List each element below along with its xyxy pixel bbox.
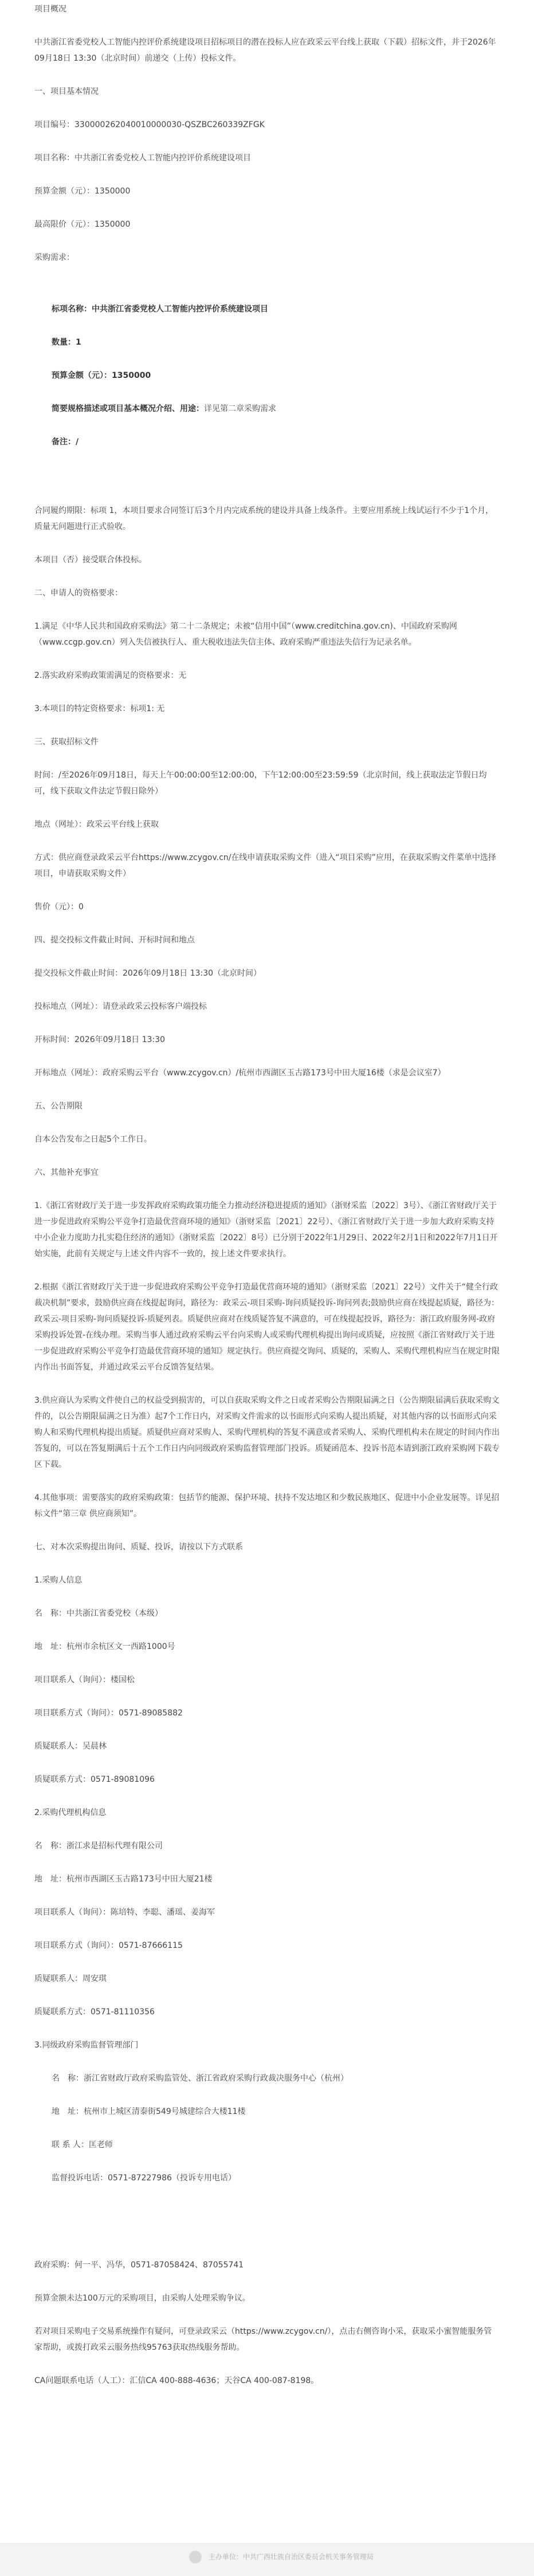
max-price: 最高限价（元）：1350000 xyxy=(34,220,131,229)
contract-period: 合同履约期限：标项 1，本项目要求合同签订后3个月内完成系统的建设并具备上线条件。主要应用系统上线试运行不少于1个月，质量无问题进行正式验收。 xyxy=(34,506,494,531)
overview-text: 中共浙江省委党校人工智能内控评价系统建设项目招标项目的潜在投标人应在政采云平台线上获取（下载）招标文件，并于2026年09月18日 13:30（北京时间）前递交（上传）投标文件。 xyxy=(34,38,496,63)
basic-info-title: 一、项目基本情况 xyxy=(34,87,99,96)
get-documents-title: 三、获取招标文件 xyxy=(34,737,99,747)
contact-title: 七、对本次采购提出询问、质疑、投诉，请按以下方式联系 xyxy=(34,1543,243,1552)
other-matters-title: 六、其他补充事宜 xyxy=(34,1168,99,1177)
buyer-info-title: 1.采购人信息 xyxy=(34,1576,83,1585)
supervisor-title: 3.同级政府采购监督管理部门 xyxy=(34,2041,139,2050)
agent-contact: 项目联系人（询问）：陈培特、李聪、潘瑶、姜海军 xyxy=(34,1908,215,1917)
opening-time: 开标时间：2026年09月18日 13:30 xyxy=(34,1035,166,1044)
supervisor-contact: 联 系 人：匡老师 xyxy=(52,2140,113,2149)
get-documents-way: 方式：供应商登录政采云平台https://www.zcygov.cn/在线申请获取采购文件（进入“项目采购”应用，在获取采购文件菜单中选择项目，申请获取采购文件） xyxy=(34,853,496,878)
announcement-body xyxy=(34,0,500,2389)
get-documents-place: 地点（网址）：政采云平台线上获取 xyxy=(34,820,159,829)
supervisor-phone: 监督投诉电话：0571-87227986（投诉专用电话） xyxy=(52,2173,236,2183)
submission-deadline: 提交投标文件截止时间：2026年09月18日 13:30（北京时间） xyxy=(34,969,262,978)
ca-contact: CA问题联系电话（人工）：汇信CA 400-888-4636；天谷CA 400-087-8198。 xyxy=(34,2376,319,2385)
opening-place: 开标地点（网址）：政府采购云平台（www.zcygov.cn）/杭州市西湖区玉古路173号中田大厦16楼（求是会议室7） xyxy=(34,1068,446,1078)
buyer-name: 名 称：中共浙江省委党校（本级） xyxy=(34,1609,163,1618)
procurement-staff: 政府采购：何一平、冯华，0571-87058424、87055741 xyxy=(34,2261,244,2270)
agent-complaint-phone: 质疑联系方式：0571-81110356 xyxy=(34,2007,155,2017)
buyer-phone: 项目联系方式（询问）：0571-89085882 xyxy=(34,1709,183,1718)
buyer-complaint-phone: 质疑联系方式：0571-89081096 xyxy=(34,1775,155,1784)
lot-quantity: 数量：1 xyxy=(52,338,81,347)
lot-spec xyxy=(52,401,500,417)
submission-title: 四、提交投标文件截止时间、开标时间和地点 xyxy=(34,936,195,945)
submission-place: 投标地点（网址）：请登录政采云投标客户端投标 xyxy=(34,1002,207,1011)
other-matter-1: 1.《浙江省财政厅关于进一步发挥政府采购政策功能全力推动经济稳进提质的通知》（浙财采监〔2022〕3号）、《浙江省财政厅关于进一步促进政府采购公平竞争打造最优营商环境的通知》（浙财采监〔2021〕22号）、《浙江省财政厅关于进一步加大政府采购支持中小企业力度助力扎实稳住经济的通知》（浙财采监〔2022〕8号）已分别于2022年1月29日、2022年2月1日和2022年7月1日开始实施，此前有关规定与上述文件内容不一致的，按上述文件要求执行。 xyxy=(34,1201,498,1259)
buyer-address: 地 址：杭州市余杭区文一西路1000号 xyxy=(34,1642,175,1651)
qualification-title: 二、申请人的资格要求： xyxy=(34,589,123,598)
lot-remark: 备注：/ xyxy=(52,437,79,447)
below-limit-note: 预算金额未达100万元的采购项目，由采购人处理采购争议。 xyxy=(34,2294,250,2303)
other-matter-2: 2.根据《浙江省财政厅关于进一步促进政府采购公平竞争打造最优营商环境的通知》（浙财采监〔2021〕22号）文件关于“健全行政裁决机制”要求，鼓励供应商在线提起询问，路径为：政采云-项目采购-询问质疑投诉-询问列表;鼓励供应商在线提起质疑，路径为：政采云-项目采购-询问质疑投诉-质疑列表。质疑供应商对在线质疑答复不满意的，可在线提起投诉，路径为：浙江政府服务网-政府采购投诉处置-在线办理。采购当事人通过政府采购云平台向采购人或采购代理机构提出询问或质疑，应按照《浙江省财政厅关于进一步促进政府采购公平竞争打造最优营商环境的通知》规定执行。供应商提交询问、质疑的，采购人、采购代理机构应当在规定时限内作出书面答复，并通过政采云平台反馈答复结果。 xyxy=(34,1283,500,1372)
agent-complaint-contact: 质疑联系人：周安琪 xyxy=(34,1974,107,1983)
supervisor-name: 名 称：浙江省财政厅政府采购监管处、浙江省政府采购行政裁决服务中心（杭州） xyxy=(52,2074,348,2083)
agent-info-title: 2.采购代理机构信息 xyxy=(34,1808,107,1817)
supervisor-details xyxy=(34,2070,500,2186)
project-number: 项目编号：330000262040010000030-QSZBC260339ZFGK xyxy=(34,120,265,129)
agent-name: 名 称：浙江求是招标代理有限公司 xyxy=(34,1841,163,1851)
qualification-3: 3.本项目的特定资格要求：标项1: 无 xyxy=(34,704,165,713)
agent-address: 地 址：杭州市西湖区玉古路173号中田大厦21楼 xyxy=(34,1875,213,1884)
consortium-note: 本项目（否）接受联合体投标。 xyxy=(34,555,147,565)
lot-details xyxy=(34,301,500,450)
buyer-contact: 项目联系人（询问）：楼国松 xyxy=(34,1675,135,1685)
notice-period-text: 自本公告发布之日起5个工作日。 xyxy=(34,1135,152,1144)
demand-title: 采购需求： xyxy=(34,253,74,262)
lot-spec-value: 详见第二章采购需求 xyxy=(204,404,276,413)
other-matter-4: 4.其他事项：需要落实的政府采购政策：包括节约能源、保护环境、扶持不发达地区和少数民族地区、促进中小企业发展等。详见招标文件“第三章 供应商须知”。 xyxy=(34,1493,500,1518)
supervisor-address: 地 址：杭州市上城区清泰街549号城建综合大楼11楼 xyxy=(52,2107,246,2116)
footer-text: 主办单位：中共广西壮族自治区委员会机关事务管理局 xyxy=(208,2553,374,2561)
other-matter-3: 3.供应商认为采购文件使自己的权益受到损害的，可以自获取采购文件之日或者采购公告期限届满之日（公告期限届满后获取采购文件的，以公告期限届满之日为准）起7个工作日内，对采购文件需求的以书面形式向采购人提出质疑，对其他内容的以书面形式向采购人和采购代理机构提出质疑。质疑供应商对采购人、采购代理机构的答复不满意或者采购人、采购代理机构未在规定的时间内作出答复的，可以在答复期满后十五个工作日内向同级政府采购监督管理部门投诉。质疑函范本、投诉书范本请到浙江政府采购网下载专区下载。 xyxy=(34,1396,500,1469)
get-documents-time: 时间：/至2026年09月18日，每天上午00:00:00至12:00:00，下午12:00:00至23:59:59（北京时间，线上获取法定节假日均可，线下获取文件法定节假日除外） xyxy=(34,771,487,796)
notice-period-title: 五、公告期限 xyxy=(34,1102,83,1111)
system-help: 若对项目采购电子交易系统操作有疑问，可登录政采云（https://www.zcygov.cn/），点击右侧咨询小采，获取采小蜜智能服务管家帮助，或拨打政采云服务热线95763获取热线服务帮助。 xyxy=(34,2327,492,2352)
project-name: 项目名称：中共浙江省委党校人工智能内控评价系统建设项目 xyxy=(34,153,251,163)
get-documents-price: 售价（元）：0 xyxy=(34,902,84,912)
lot-name: 标项名称：中共浙江省委党校人工智能内控评价系统建设项目 xyxy=(52,305,268,314)
emblem-icon xyxy=(189,2551,202,2563)
buyer-complaint-contact: 质疑联系人：吴晨林 xyxy=(34,1742,107,1751)
lot-budget: 预算金额（元）：1350000 xyxy=(52,371,151,380)
page-footer xyxy=(0,2543,534,2576)
lot-spec-label: 简要规格描述或项目基本概况介绍、用途： xyxy=(52,404,204,413)
agent-phone: 项目联系方式（询问）：0571-87666115 xyxy=(34,1941,183,1950)
qualification-1: 1.满足《中华人民共和国政府采购法》第二十二条规定；未被“信用中国”（www.creditchina.gov.cn)、中国政府采购网（www.ccgp.gov.cn）列入失信被执行人、重大税收违法失信主体、政府采购严重违法失信行为记录名单。 xyxy=(34,622,457,647)
budget-amount: 预算金额（元）：1350000 xyxy=(34,187,131,196)
footer-content xyxy=(189,2551,374,2563)
overview-title: 项目概况 xyxy=(34,5,66,14)
qualification-2: 2.落实政府采购政策需满足的资格要求：无 xyxy=(34,671,187,680)
